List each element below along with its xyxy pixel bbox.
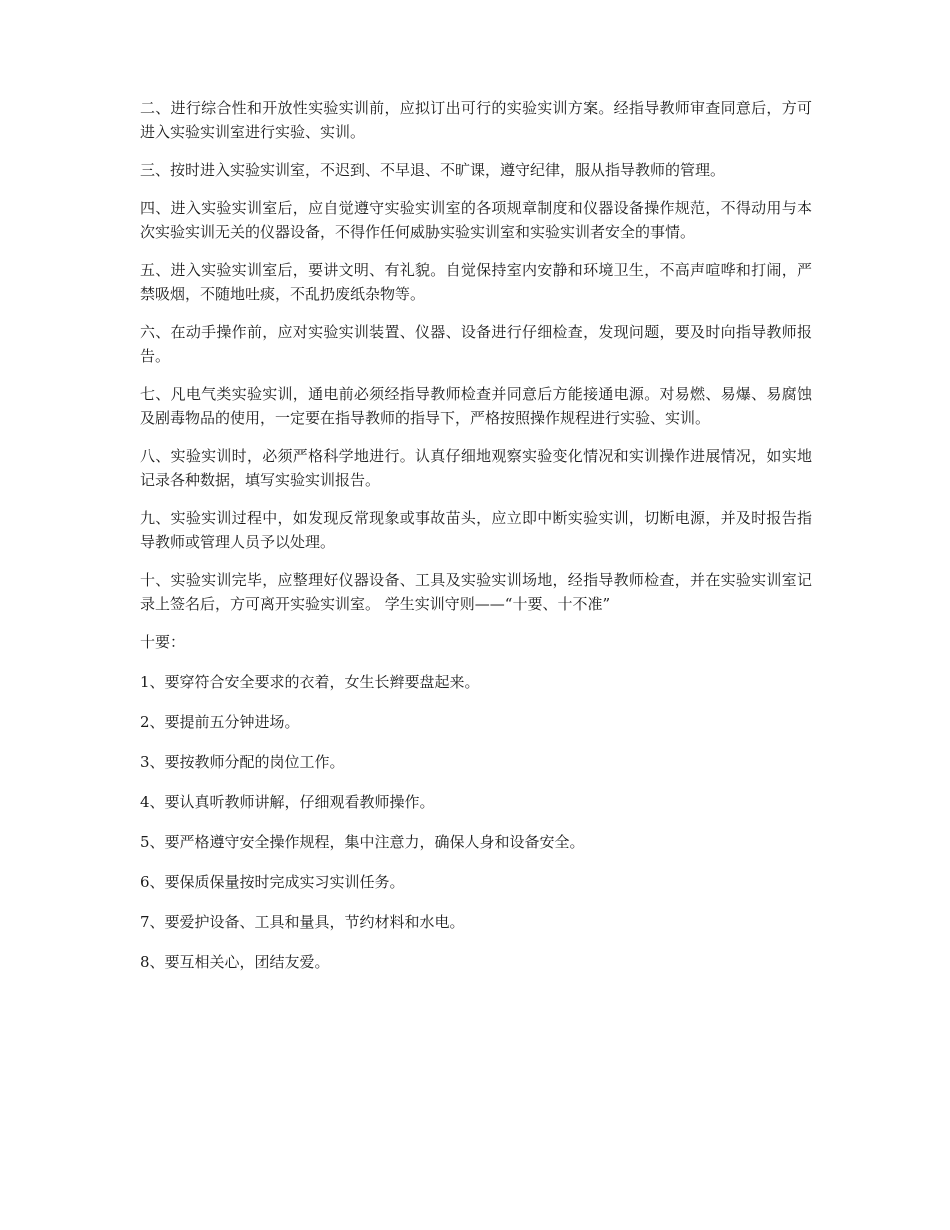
rule-6: 六、在动手操作前，应对实验实训装置、仪器、设备进行仔细检查，发现问题，要及时向指导教师报告。 (140, 323, 812, 365)
shiyao-item-1: 1、要穿符合安全要求的衣着，女生长辫要盘起来。 (140, 673, 480, 691)
rule-2: 二、进行综合性和开放性实验实训前，应拟订出可行的实验实训方案。经指导教师审查同意后，方可进入实验实训室进行实验、实训。 (140, 99, 812, 141)
shiyao-item-8: 8、要互相关心，团结友爱。 (140, 953, 330, 971)
rule-3: 三、按时进入实验实训室，不迟到、不早退、不旷课，遵守纪律，服从指导教师的管理。 (140, 161, 726, 179)
rule-8: 八、实验实训时，必须严格科学地进行。认真仔细地观察实验变化情况和实训操作进展情况，如实地记录各种数据，填写实验实训报告。 (140, 447, 812, 489)
shiyao-item-6: 6、要保质保量按时完成实习实训任务。 (140, 873, 405, 891)
shiyao-item-2: 2、要提前五分钟进场。 (140, 713, 300, 731)
shiyao-heading: 十要： (140, 633, 186, 651)
shiyao-item-5: 5、要严格遵守安全操作规程，集中注意力，确保人身和设备安全。 (140, 833, 585, 851)
rule-5: 五、进入实验实训室后，要讲文明、有礼貌。自觉保持室内安静和环境卫生，不高声喧哗和打闹，严禁吸烟，不随地吐痰，不乱扔废纸杂物等。 (140, 261, 812, 303)
shiyao-item-3: 3、要按教师分配的岗位工作。 (140, 753, 345, 771)
document-body (140, 96, 812, 990)
shiyao-item-7: 7、要爱护设备、工具和量具，节约材料和水电。 (140, 913, 465, 931)
rule-9: 九、实验实训过程中，如发现反常现象或事故苗头，应立即中断实验实训，切断电源，并及时报告指导教师或管理人员予以处理。 (140, 509, 812, 551)
rule-7: 七、凡电气类实验实训，通电前必须经指导教师检查并同意后方能接通电源。对易燃、易爆、易腐蚀及剧毒物品的使用，一定要在指导教师的指导下，严格按照操作规程进行实验、实训。 (140, 385, 812, 427)
shiyao-item-4: 4、要认真听教师讲解，仔细观看教师操作。 (140, 793, 435, 811)
rule-10: 十、实验实训完毕，应整理好仪器设备、工具及实验实训场地，经指导教师检查，并在实验实训室记录上签名后，方可离开实验实训室。 学生实训守则——“十要、十不准” (140, 571, 812, 613)
rule-4: 四、进入实验实训室后，应自觉遵守实验实训室的各项规章制度和仪器设备操作规范，不得动用与本次实验实训无关的仪器设备，不得作任何威胁实验实训室和实验实训者安全的事情。 (140, 199, 812, 241)
